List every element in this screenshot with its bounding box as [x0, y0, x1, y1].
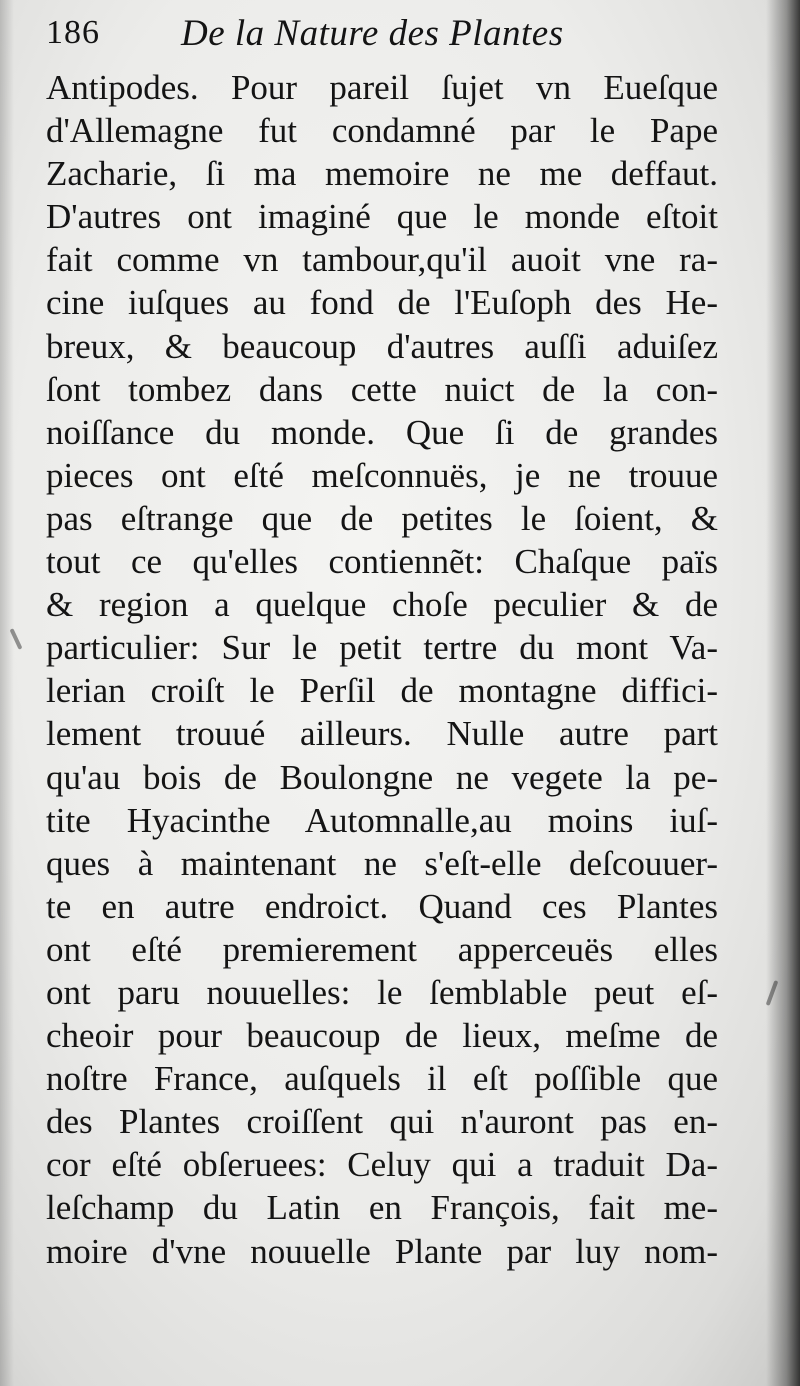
text-line: tout ce qu'elles contiennẽt: Chaſque païs	[46, 542, 718, 582]
text-line: & region a quelque choſe peculier & de	[46, 585, 718, 625]
text-line: tite Hyacinthe Automnalle,au moins iuſ-	[46, 800, 718, 840]
text-line: te en autre endroict. Quand ces Plantes	[46, 886, 718, 926]
text-line: leſchamp du Latin en François, fait me-	[46, 1188, 718, 1228]
text-line: D'autres ont imaginé que le monde eſtoit	[46, 197, 718, 237]
page-left-shadow	[0, 0, 14, 1386]
text-line: qu'au bois de Boulongne ne vegete la pe-	[46, 757, 718, 797]
body-text	[46, 66, 726, 1273]
text-line: fait comme vn tambour,qu'il auoit vne ra-	[46, 240, 718, 280]
text-line: ſont tombez dans cette nuict de la con-	[46, 369, 718, 409]
text-line: cheoir pour beaucoup de lieux, meſme de	[46, 1016, 718, 1056]
text-line: cine iuſques au fond de l'Euſoph des He-	[46, 283, 718, 323]
text-line: lement trouué ailleurs. Nulle autre part	[46, 714, 718, 754]
page-right-edge-shadow	[766, 0, 800, 1386]
text-line: ont eſté premierement apperceuës elles	[46, 929, 718, 969]
text-line: ques à maintenant ne s'eſt-elle deſcouuer-	[46, 843, 718, 883]
text-line: moire d'vne nouuelle Plante par luy nom-	[46, 1231, 718, 1271]
page-number: 186	[46, 14, 100, 51]
text-line: des Plantes croiſſent qui n'auront pas en-	[46, 1102, 718, 1142]
running-head	[46, 12, 746, 62]
text-line: pas eſtrange que de petites le ſoient, &	[46, 498, 718, 538]
text-line: particulier: Sur le petit tertre du mont Va-	[46, 628, 718, 668]
text-line: Antipodes. Pour pareil ſujet vn Eueſque	[46, 68, 718, 107]
text-line: noiſſance du monde. Que ſi de grandes	[46, 412, 718, 452]
text-line: cor eſté obſeruees: Celuy qui a traduit Da-	[46, 1145, 718, 1185]
running-title: De la Nature des Plantes	[181, 13, 564, 54]
text-line: Zacharie, ſi ma memoire ne me deffaut.	[46, 154, 718, 194]
text-line: noſtre France, auſquels il eſt poſſible que	[46, 1059, 718, 1099]
text-line: d'Allemagne fut condamné par le Pape	[46, 111, 718, 151]
text-line: breux, & beaucoup d'autres auſſi aduiſez	[46, 326, 718, 366]
text-line: pieces ont eſté meſconnuës, je ne trouue	[46, 455, 718, 495]
text-line: ont paru nouuelles: le ſemblable peut eſ-	[46, 972, 718, 1012]
text-line: lerian croiſt le Perſil de montagne diffici-	[46, 671, 718, 711]
